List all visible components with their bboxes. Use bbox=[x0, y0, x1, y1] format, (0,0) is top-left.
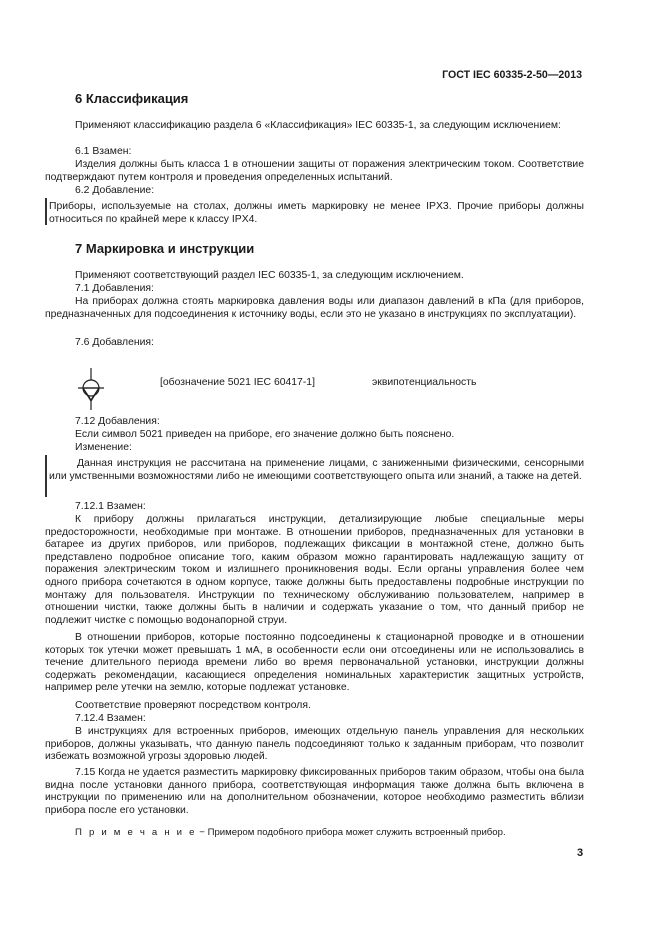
note-label: П р и м е ч а н и е bbox=[75, 827, 197, 838]
document-header: ГОСТ IEC 60335-2-50—2013 bbox=[442, 69, 582, 81]
clause-6-2-text: Приборы, используемые на столах, должны иметь маркировку не менее IPX3. Прочие приборы должны относиться по крайней мере к классу IPX4. bbox=[49, 201, 584, 225]
clause-7-12-1-para-3: Соответствие проверяют посредством контроля. bbox=[75, 700, 311, 711]
symbol-designation: [обозначение 5021 IEC 60417-1] bbox=[160, 377, 315, 388]
clause-7-12-4-label: 7.12.4 Взамен: bbox=[75, 713, 146, 724]
clause-7-15-text: 7.15 Когда не удается разместить маркировку фиксированных приборов таким образом, чтобы она была видна после установки данного прибора, соответствующая информация также должна быть включена в инструкции по применению или на дополнительном обозначении, которое необходимо разместить вблизи прибора после его установки. bbox=[45, 767, 584, 816]
clause-6-2-label: 6.2 Добавление: bbox=[75, 185, 155, 196]
clause-7-1-text: На приборах должна стоять маркировка давления воды или диапазон давлений в кПа (для приборов, предназначенных для подсоединения к источнику воды, если это не указано в инструкциях по эксплуатации). bbox=[45, 296, 584, 320]
equipotentiality-symbol-icon bbox=[72, 368, 110, 410]
page-number: 3 bbox=[577, 847, 584, 859]
clause-7-12-label: 7.12 Добавления: bbox=[75, 416, 160, 427]
clause-7-12-1-para-2: В отношении приборов, которые постоянно подсоединены к стационарной проводке и в отношении которых ток утечки может превышать 1 мА, в особенности если они отсоединены или не использовались в течение длительного периода времени либо во время первоначальной установки, инструкции должны содержать рекомендации, касающиеся определения номинальных характеристик защитных устройств, например реле утечки на землю, которые подлежат установке. bbox=[45, 632, 584, 694]
clause-6-1-text: Изделия должны быть класса 1 в отношении защиты от поражения электрическим током. Соответствие подтверждают путем контроля и проведения определенных испытаний. bbox=[45, 159, 584, 183]
change-marker-bar bbox=[45, 198, 47, 225]
section-6-title: 6 Классификация bbox=[75, 91, 189, 106]
clause-7-12-4-text: В инструкциях для встроенных приборов, имеющих отдельную панель управления для нескольких приборов, должны указывать, что данную панель подсоединяют только к заданным приборам, что позволит избежать возможной угрозы здоровью людей. bbox=[45, 726, 584, 763]
change-text: Данная инструкция не рассчитана на применение лицами, с заниженными физическими, сенсорными или умственными возможностями либо не имеющими соответствующего опыта или знаний, а также на детей. bbox=[49, 458, 584, 482]
change-label: Изменение: bbox=[75, 442, 132, 453]
note bbox=[75, 827, 506, 840]
section-7-title: 7 Маркировка и инструкции bbox=[75, 241, 255, 256]
clause-7-1-label: 7.1 Добавления: bbox=[75, 283, 154, 294]
clause-7-12-1-label: 7.12.1 Взамен: bbox=[75, 501, 146, 512]
note-text: − Примером подобного прибора может служить встроенный прибор. bbox=[196, 827, 506, 838]
section-7-intro: Применяют соответствующий раздел IEC 60335-1, за следующим исключением. bbox=[75, 270, 464, 281]
symbol-meaning: эквипотенциальность bbox=[372, 377, 477, 388]
clause-6-1-label: 6.1 Взамен: bbox=[75, 146, 132, 157]
clause-7-6-label: 7.6 Добавления: bbox=[75, 337, 154, 348]
clause-7-12-1-para-1: К прибору должны прилагаться инструкции, детализирующие любые специальные меры предосторожности, необходимые при монтаже. В отношении приборов, предназначенных для установки в батарее из других приборов, или приборов, подлежащих фиксации в монтажной стене, должно быть представлено подробное описание того, каким образом можно гарантировать надлежащую защиту от поражения электрическим током и излишнего проникновения воды. Если органы управления более чем одного прибора сочетаются в одном корпусе, также должны быть предоставлены подробные инструкции по монтажу для пользователя. Инструкции по техническому обслуживанию пользователем, например в отношении чистки, также должны быть в наличии и содержать указание о том, что данный прибор не подлежит чистке с помощью водонапорной струи. bbox=[45, 514, 584, 626]
change-marker-bar bbox=[45, 455, 47, 497]
clause-7-12-text: Если символ 5021 приведен на приборе, его значение должно быть пояснено. bbox=[75, 429, 455, 440]
section-6-intro: Применяют классификацию раздела 6 «Классификация» IEC 60335-1, за следующим исключением: bbox=[75, 120, 561, 131]
